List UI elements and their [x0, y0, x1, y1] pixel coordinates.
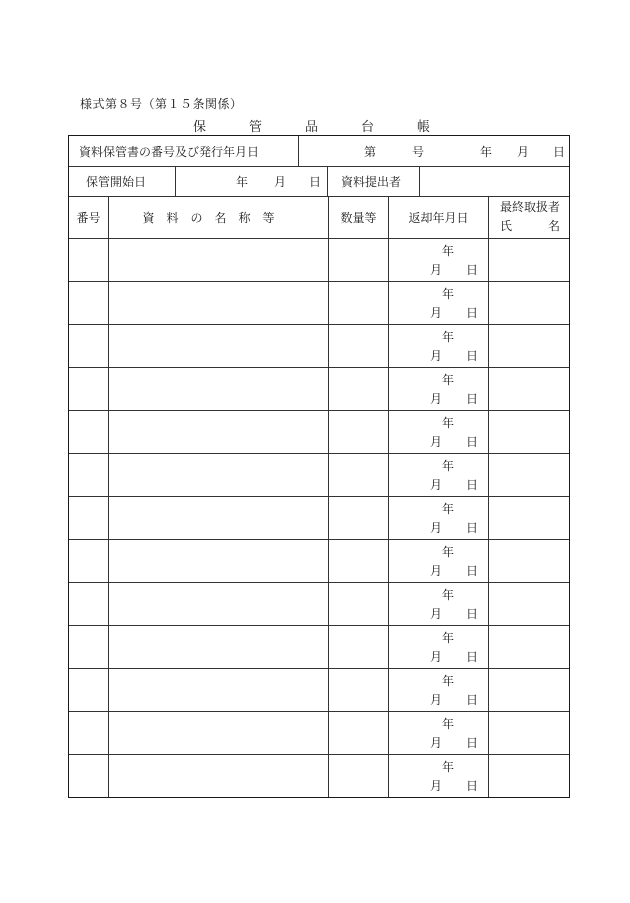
row-year-label: 年	[442, 502, 455, 516]
row-month-label: 月	[430, 650, 443, 664]
row-day-label: 日	[466, 693, 479, 707]
row-year-label: 年	[442, 459, 455, 473]
row-name-cell[interactable]	[109, 238, 329, 281]
row-month-label: 月	[430, 263, 443, 277]
row-name-cell[interactable]	[109, 625, 329, 668]
row-return-date-cell[interactable]	[389, 496, 489, 539]
row-month-label: 月	[430, 435, 443, 449]
start-label-cell	[69, 166, 176, 196]
col-handler-label-2: 氏 名	[500, 219, 561, 233]
row-month-label: 月	[430, 521, 443, 535]
row-return-date-cell[interactable]	[389, 281, 489, 324]
table-row	[69, 668, 569, 712]
row-quantity-cell[interactable]	[329, 324, 389, 367]
col-number-label: 番号	[76, 210, 101, 225]
row-name-cell[interactable]	[109, 668, 329, 711]
row-return-date-cell[interactable]	[389, 367, 489, 410]
row-day-label: 日	[466, 779, 479, 793]
row-number-cell[interactable]	[69, 625, 109, 668]
row-quantity-cell[interactable]	[329, 625, 389, 668]
col-quantity-label: 数量等	[340, 210, 377, 225]
row-handler-cell[interactable]	[489, 582, 569, 625]
row-year-label: 年	[442, 631, 455, 645]
col-number-header	[69, 196, 109, 238]
row-name-cell[interactable]	[109, 367, 329, 410]
row-name-cell[interactable]	[109, 496, 329, 539]
start-year-label: 年	[236, 175, 249, 189]
row-handler-cell[interactable]	[489, 410, 569, 453]
row-handler-cell[interactable]	[489, 324, 569, 367]
row-return-date-cell[interactable]	[389, 539, 489, 582]
col-quantity-header	[329, 196, 389, 238]
row-year-label: 年	[442, 244, 455, 258]
issue-month-label: 月	[517, 145, 530, 159]
row-number-cell[interactable]	[69, 668, 109, 711]
row-return-date-cell[interactable]	[389, 324, 489, 367]
issue-value-cell[interactable]	[299, 136, 569, 166]
row-handler-cell[interactable]	[489, 539, 569, 582]
start-month-label: 月	[274, 175, 287, 189]
row-month-label: 月	[430, 349, 443, 363]
row-month-label: 月	[430, 478, 443, 492]
row-name-cell[interactable]	[109, 582, 329, 625]
row-month-label: 月	[430, 736, 443, 750]
row-month-label: 月	[430, 693, 443, 707]
row-number-cell[interactable]	[69, 410, 109, 453]
row-month-label: 月	[430, 392, 443, 406]
start-row	[69, 166, 569, 197]
col-handler-label-1: 最終取扱者	[500, 200, 561, 214]
row-day-label: 日	[466, 736, 479, 750]
table-row	[69, 367, 569, 411]
row-day-label: 日	[466, 306, 479, 320]
go-label: 号	[412, 145, 425, 159]
row-quantity-cell[interactable]	[329, 238, 389, 281]
row-year-label: 年	[442, 416, 455, 430]
row-name-cell[interactable]	[109, 539, 329, 582]
row-return-date-cell[interactable]	[389, 238, 489, 281]
row-return-date-cell[interactable]	[389, 625, 489, 668]
row-quantity-cell[interactable]	[329, 668, 389, 711]
row-year-label: 年	[442, 545, 455, 559]
row-quantity-cell[interactable]	[329, 711, 389, 754]
row-day-label: 日	[466, 478, 479, 492]
row-name-cell[interactable]	[109, 754, 329, 797]
issue-label: 資料保管書の番号及び発行年月日	[79, 145, 260, 159]
row-name-cell[interactable]	[109, 453, 329, 496]
issue-row	[69, 136, 569, 167]
issue-year-label: 年	[480, 145, 493, 159]
row-return-date-cell[interactable]	[389, 582, 489, 625]
col-name-header	[109, 196, 329, 238]
row-return-date-cell[interactable]	[389, 668, 489, 711]
start-day-label: 日	[309, 175, 322, 189]
row-number-cell[interactable]	[69, 539, 109, 582]
row-number-cell[interactable]	[69, 496, 109, 539]
row-handler-cell[interactable]	[489, 281, 569, 324]
row-quantity-cell[interactable]	[329, 410, 389, 453]
row-day-label: 日	[466, 392, 479, 406]
table-row	[69, 625, 569, 669]
col-return-date-header	[389, 196, 489, 238]
row-number-cell[interactable]	[69, 754, 109, 797]
col-return-date-label: 返却年月日	[408, 210, 469, 225]
row-year-label: 年	[442, 287, 455, 301]
col-handler-header	[489, 196, 569, 238]
row-return-date-cell[interactable]	[389, 711, 489, 754]
row-return-date-cell[interactable]	[389, 410, 489, 453]
dai-label: 第	[364, 145, 377, 159]
row-year-label: 年	[442, 717, 455, 731]
row-year-label: 年	[442, 330, 455, 344]
row-name-cell[interactable]	[109, 410, 329, 453]
row-handler-cell[interactable]	[489, 711, 569, 754]
row-handler-cell[interactable]	[489, 238, 569, 281]
col-name-label: 資 料 の 名 称 等	[142, 210, 275, 225]
table-row	[69, 324, 569, 368]
table-row	[69, 281, 569, 325]
start-date-cell[interactable]	[176, 166, 328, 196]
submitter-label-cell	[328, 166, 420, 196]
row-return-date-cell[interactable]	[389, 754, 489, 797]
row-handler-cell[interactable]	[489, 754, 569, 797]
table-row	[69, 496, 569, 540]
row-number-cell[interactable]	[69, 711, 109, 754]
row-number-cell[interactable]	[69, 238, 109, 281]
row-year-label: 年	[442, 760, 455, 774]
table-row	[69, 754, 569, 797]
row-number-cell[interactable]	[69, 324, 109, 367]
row-name-cell[interactable]	[109, 324, 329, 367]
row-handler-cell[interactable]	[489, 625, 569, 668]
row-month-label: 月	[430, 306, 443, 320]
row-quantity-cell[interactable]	[329, 281, 389, 324]
row-year-label: 年	[442, 674, 455, 688]
row-number-cell[interactable]	[69, 281, 109, 324]
row-quantity-cell[interactable]	[329, 453, 389, 496]
row-return-date-cell[interactable]	[389, 453, 489, 496]
row-name-cell[interactable]	[109, 711, 329, 754]
row-day-label: 日	[466, 349, 479, 363]
submitter-value-cell[interactable]	[420, 166, 569, 196]
row-number-cell[interactable]	[69, 453, 109, 496]
table-row	[69, 238, 569, 282]
ledger-table	[68, 135, 570, 798]
submitter-label: 資料提出者	[341, 175, 402, 189]
row-quantity-cell[interactable]	[329, 754, 389, 797]
row-handler-cell[interactable]	[489, 367, 569, 410]
row-year-label: 年	[442, 373, 455, 387]
row-number-cell[interactable]	[69, 367, 109, 410]
row-handler-cell[interactable]	[489, 496, 569, 539]
row-quantity-cell[interactable]	[329, 582, 389, 625]
table-row	[69, 410, 569, 454]
row-day-label: 日	[466, 564, 479, 578]
form-label: 様式第８号（第１５条関係）	[80, 97, 243, 111]
row-handler-cell[interactable]	[489, 453, 569, 496]
row-month-label: 月	[430, 564, 443, 578]
table-row	[69, 711, 569, 755]
row-day-label: 日	[466, 650, 479, 664]
row-quantity-cell[interactable]	[329, 367, 389, 410]
column-header-row	[69, 196, 569, 239]
row-quantity-cell[interactable]	[329, 539, 389, 582]
table-row	[69, 582, 569, 626]
row-month-label: 月	[430, 607, 443, 621]
document-title: 保 管 品 台 帳	[192, 120, 445, 135]
row-handler-cell[interactable]	[489, 668, 569, 711]
row-quantity-cell[interactable]	[329, 496, 389, 539]
row-day-label: 日	[466, 607, 479, 621]
row-name-cell[interactable]	[109, 281, 329, 324]
row-month-label: 月	[430, 779, 443, 793]
issue-day-label: 日	[553, 145, 566, 159]
row-day-label: 日	[466, 263, 479, 277]
row-day-label: 日	[466, 435, 479, 449]
table-row	[69, 539, 569, 583]
issue-label-cell	[69, 136, 299, 166]
start-label: 保管開始日	[86, 175, 147, 189]
row-number-cell[interactable]	[69, 582, 109, 625]
table-row	[69, 453, 569, 497]
row-year-label: 年	[442, 588, 455, 602]
row-day-label: 日	[466, 521, 479, 535]
